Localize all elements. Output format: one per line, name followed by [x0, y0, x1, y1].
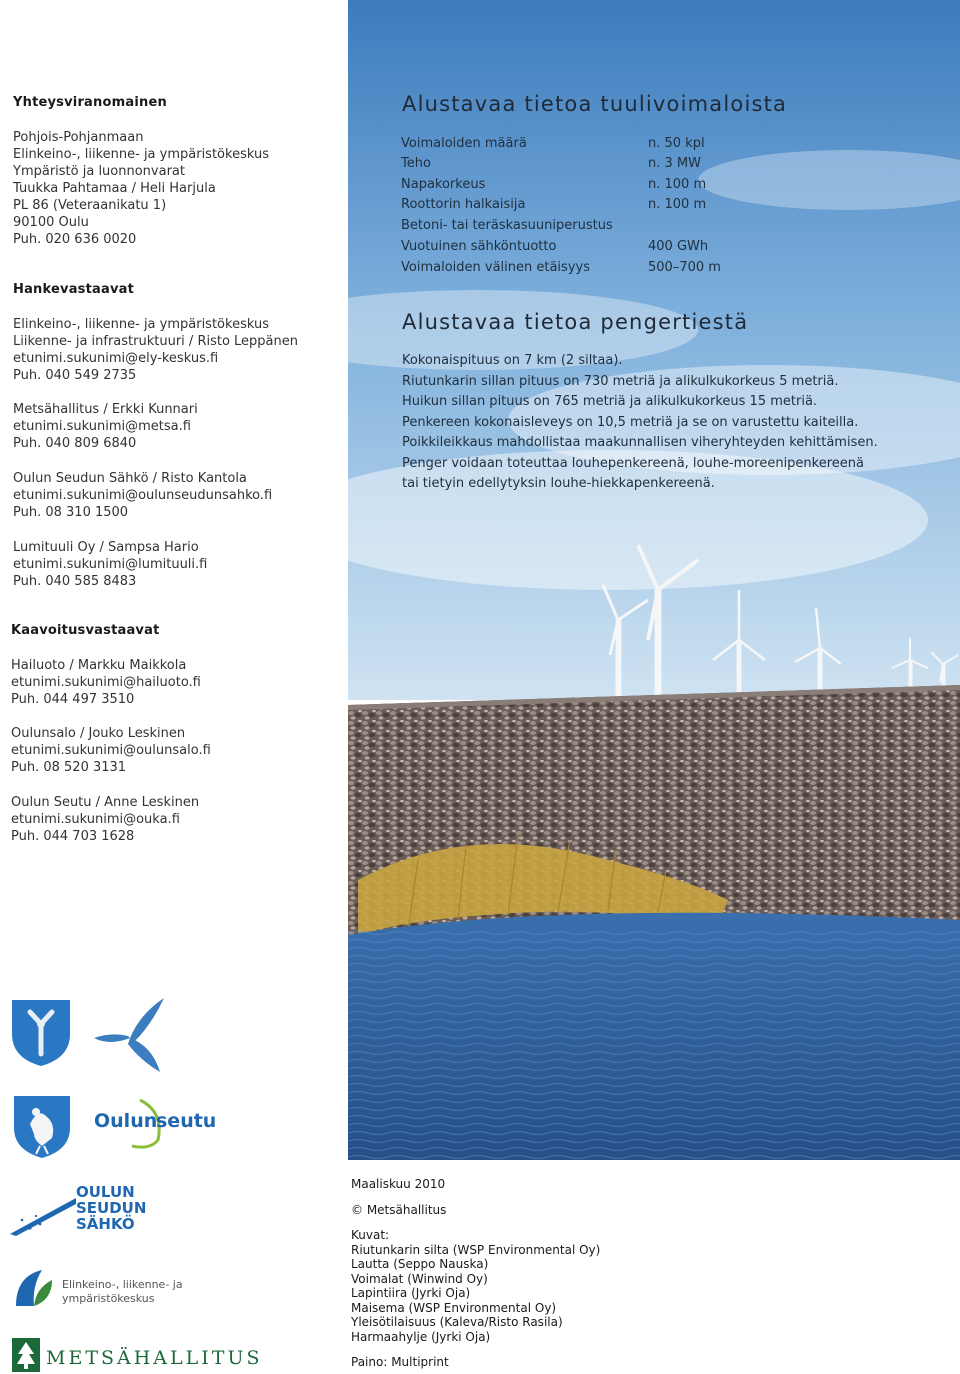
contact-phone: Puh. 044 703 1628	[11, 829, 135, 844]
wind-row-value: 400 GWh	[648, 239, 709, 254]
planning-heading: Kaavoitusvastaavat	[11, 623, 160, 638]
print-credit: Paino: Multiprint	[351, 1355, 449, 1369]
planning-contact-oulunsalo	[11, 725, 211, 776]
oulun-seutu-logo	[92, 1092, 217, 1152]
contact-email[interactable]: etunimi.sukunimi@ely-keskus.fi	[13, 351, 219, 366]
contacts-column	[0, 0, 348, 1374]
wind-row-value: n. 100 m	[648, 177, 707, 192]
publish-date: Maaliskuu 2010	[351, 1177, 446, 1191]
wind-row	[401, 258, 821, 278]
project-contact-ely	[13, 316, 298, 384]
wind-row	[401, 216, 821, 236]
contact-email[interactable]: etunimi.sukunimi@hailuoto.fi	[11, 675, 201, 690]
oulun-seutu-text-2: seutu	[156, 1110, 217, 1132]
oss-wordmark	[76, 1184, 146, 1232]
authority-line: PL 86 (Veteraanikatu 1)	[13, 198, 167, 213]
authority-line: Tuukka Pahtamaa / Heli Harjula	[13, 181, 216, 196]
embankment-title: Alustavaa tietoa pengertiestä	[402, 310, 749, 334]
contact-email[interactable]: etunimi.sukunimi@lumituuli.fi	[13, 557, 208, 572]
contact-email[interactable]: etunimi.sukunimi@oulunseudunsahko.fi	[13, 488, 273, 503]
contact-email[interactable]: etunimi.sukunimi@ouka.fi	[11, 812, 180, 827]
metsahallitus-tree-icon	[12, 1338, 40, 1372]
copyright: © Metsähallitus	[351, 1202, 447, 1217]
ely-wordmark	[62, 1278, 183, 1306]
ely-leaf-icon	[12, 1266, 56, 1310]
contact-email[interactable]: etunimi.sukunimi@oulunsalo.fi	[11, 743, 211, 758]
project-contact-metsahallitus	[13, 401, 198, 452]
wind-row-label: Betoni- tai teräskasuuniperustus	[401, 218, 613, 233]
contact-phone: Puh. 040 585 8483	[13, 574, 137, 589]
hailuoto-coat-of-arms-icon	[10, 998, 72, 1068]
photo-credit: Lapintiira (Jyrki Oja)	[351, 1286, 471, 1300]
wind-row-label: Voimaloiden välinen etäisyys	[401, 260, 590, 275]
project-heading: Hankevastaavat	[13, 282, 135, 297]
wind-row	[401, 154, 821, 174]
photos-label: Kuvat:	[351, 1228, 390, 1242]
contact-line: Elinkeino-, liikenne- ja ympäristökeskus	[13, 317, 269, 332]
wind-row-label: Roottorin halkaisija	[401, 197, 526, 212]
oulunsalo-propeller-logo-icon	[90, 994, 170, 1076]
contact-line: Oulun Seutu / Anne Leskinen	[11, 795, 200, 810]
authority-line: 90100 Oulu	[13, 215, 89, 230]
wind-row-label: Vuotuinen sähköntuotto	[401, 239, 557, 254]
wind-row-value: 500–700 m	[648, 260, 721, 275]
wind-row	[401, 134, 821, 154]
contact-phone: Puh. 040 549 2735	[13, 368, 137, 383]
contact-line: Hailuoto / Markku Maikkola	[11, 658, 187, 673]
wind-embankment-photo	[348, 0, 960, 1160]
contact-email[interactable]: etunimi.sukunimi@metsa.fi	[13, 419, 191, 434]
embankment-line: Huikun sillan pituus on 765 metriä ja alikulkukorkeus 15 metriä.	[402, 394, 818, 409]
metsahallitus-logo	[12, 1338, 292, 1374]
wind-row-label: Napakorkeus	[401, 177, 486, 192]
credits	[351, 1177, 600, 1370]
embankment-line: Riutunkarin sillan pituus on 730 metriä ja alikulkukorkeus 5 metriä.	[402, 373, 839, 389]
contact-line: Lumituuli Oy / Sampsa Hario	[13, 540, 199, 555]
photo-credit: Voimalat (Winwind Oy)	[351, 1271, 488, 1286]
contact-phone: Puh. 08 310 1500	[13, 505, 129, 520]
contact-phone: Puh. 040 809 6840	[13, 436, 137, 451]
contact-line: Metsähallitus / Erkki Kunnari	[13, 402, 198, 417]
oss-spark-icon	[10, 1184, 80, 1240]
photo-illustration	[348, 0, 960, 1160]
ely-word: Elinkeino-, liikenne- ja	[62, 1278, 183, 1291]
wind-row	[401, 175, 821, 195]
photo-credit: Harmaahylje (Jyrki Oja)	[351, 1329, 491, 1344]
oss-word: SÄHKÖ	[76, 1215, 135, 1233]
embankment-line: Penger voidaan toteuttaa louhepenkereenä, louhe-moreenipenkereenä	[402, 455, 864, 471]
planning-contact-hailuoto	[11, 657, 201, 708]
oss-word: OULUN	[76, 1183, 135, 1201]
embankment-line: Penkereen kokonaisleveys on 10,5 metriä ja se on varustettu kaiteilla.	[402, 414, 859, 430]
authority-line: Ympäristö ja luonnonvarat	[13, 164, 185, 179]
contact-line: Oulunsalo / Jouko Leskinen	[11, 726, 186, 741]
wind-row-value: n. 100 m	[648, 197, 707, 212]
photo-credit: Riutunkarin silta (WSP Environmental Oy)	[351, 1242, 601, 1257]
photo-credit: Lautta (Seppo Nauska)	[351, 1257, 489, 1271]
contact-phone: Puh. 044 497 3510	[11, 692, 135, 707]
project-contact-lumituuli	[13, 539, 207, 590]
ely-word: ympäristökeskus	[62, 1292, 155, 1305]
authority-line: Pohjois-Pohjanmaan	[13, 130, 144, 145]
contact-line: Oulun Seudun Sähkö / Risto Kantola	[13, 471, 247, 486]
wind-row-value: n. 3 MW	[648, 156, 701, 171]
contact-phone: Puh. 08 520 3131	[11, 760, 127, 775]
wind-row	[401, 195, 821, 215]
oulu-coat-of-arms-icon	[12, 1094, 72, 1160]
oulun-seudun-sahko-logo	[10, 1184, 160, 1240]
authority-heading: Yhteysviranomainen	[13, 95, 167, 110]
wind-row-label: Teho	[401, 156, 431, 171]
embankment-line: Poikkileikkaus mahdollistaa maakunnallisen viheryhteyden kehittämisen.	[402, 435, 878, 450]
oulun-seutu-text-1: Oulun	[94, 1110, 158, 1132]
contact-line: Liikenne- ja infrastruktuuri / Risto Leppänen	[13, 334, 298, 349]
authority-line: Elinkeino-, liikenne- ja ympäristökeskus	[13, 147, 269, 162]
photo-credit: Maisema (WSP Environmental Oy)	[351, 1300, 557, 1315]
wind-row	[401, 237, 821, 257]
photo-credit: Yleisötilaisuus (Kaleva/Risto Rasila)	[351, 1315, 563, 1329]
wind-title: Alustavaa tietoa tuulivoimaloista	[402, 92, 788, 116]
oss-word: SEUDUN	[76, 1199, 147, 1217]
ely-keskus-logo	[12, 1266, 202, 1314]
wind-row-label: Voimaloiden määrä	[401, 136, 527, 151]
authority-phone: Puh. 020 636 0020	[13, 232, 137, 247]
planning-contact-oulun-seutu	[11, 794, 199, 845]
project-contact-oss	[13, 470, 272, 521]
metsahallitus-wordmark: METSÄHALLITUS	[46, 1347, 263, 1369]
wind-row-value: n. 50 kpl	[648, 136, 705, 151]
embankment-text	[402, 351, 878, 495]
embankment-line: Kokonaispituus on 7 km (2 siltaa).	[402, 353, 623, 368]
authority-block	[13, 129, 269, 248]
embankment-line: tai tietyin edellytyksin louhe-hiekkapenkereenä.	[402, 476, 715, 491]
